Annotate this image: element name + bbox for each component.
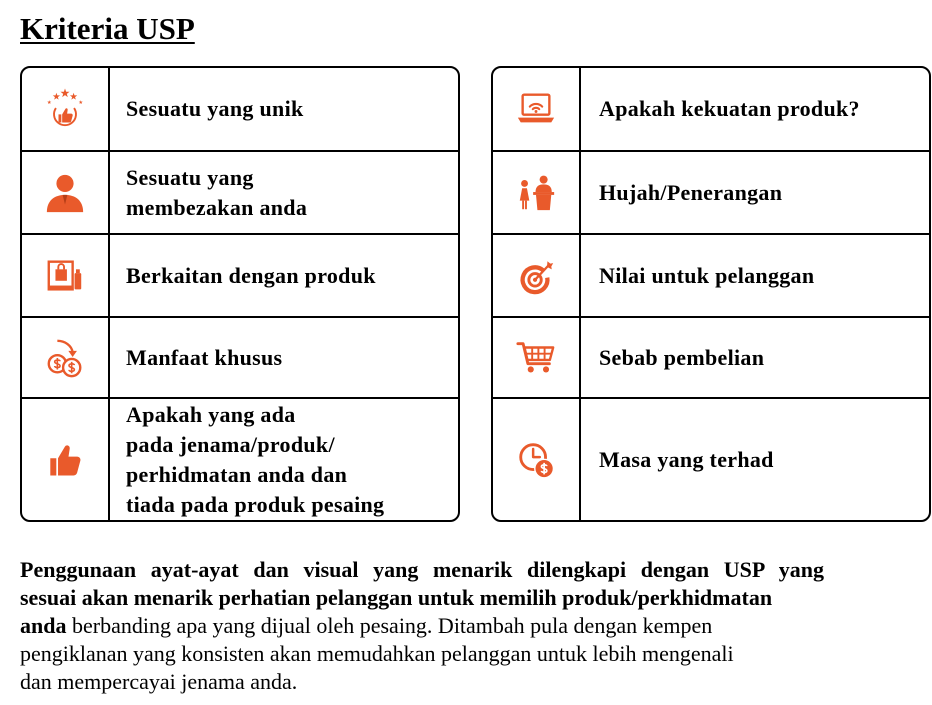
- criteria-label: Sesuatu yang: [126, 164, 254, 190]
- icon-cell: [22, 235, 110, 316]
- icon-cell: [493, 235, 581, 316]
- table-row: [493, 397, 929, 520]
- icon-cell: [22, 318, 110, 397]
- criteria-label: tiada pada produk pesaing: [126, 491, 385, 517]
- criteria-text-cell: [110, 68, 458, 150]
- criteria-label: Manfaat khusus: [126, 344, 283, 370]
- icon-cell: [22, 68, 110, 150]
- usp-description-paragraph: [20, 556, 824, 696]
- table-row: [22, 397, 458, 520]
- paragraph-regular-text: dan mempercayai jenama anda.: [20, 669, 298, 694]
- usp-criteria-table-left: [20, 66, 460, 522]
- icon-cell: [493, 152, 581, 233]
- criteria-text-cell: [581, 318, 929, 397]
- paragraph-line: [20, 612, 824, 640]
- thumbs-up-icon: [44, 439, 86, 481]
- criteria-label: Apakah yang ada: [126, 401, 296, 427]
- table-row: [493, 150, 929, 233]
- criteria-label: perhidmatan anda dan: [126, 461, 348, 487]
- criteria-text-cell: [110, 152, 458, 233]
- criteria-text-cell: [110, 399, 458, 520]
- criteria-label: Apakah kekuatan produk?: [599, 96, 860, 121]
- rating-stars-thumb-icon: [44, 88, 86, 130]
- criteria-label: Masa yang terhad: [599, 446, 774, 472]
- icon-cell: [493, 68, 581, 150]
- paragraph-line: [20, 668, 824, 696]
- table-row: [493, 316, 929, 397]
- usp-criteria-table-right: [491, 66, 931, 522]
- criteria-label: Sebab pembelian: [599, 344, 765, 370]
- criteria-text-cell: [581, 399, 929, 520]
- paragraph-bold-text: sesuai akan menarik perhatian pelanggan untuk memilih produk/perkhidmatan: [20, 585, 773, 610]
- paragraph-line: [20, 640, 824, 668]
- criteria-label: Sesuatu yang unik: [126, 96, 304, 121]
- criteria-text-cell: [581, 68, 929, 150]
- icon-cell: [22, 152, 110, 233]
- icon-cell: [493, 318, 581, 397]
- table-row: [22, 316, 458, 397]
- coins-icon: [44, 337, 86, 379]
- icon-cell: [493, 399, 581, 520]
- criteria-label: Nilai untuk pelanggan: [599, 262, 815, 288]
- paragraph-bold-text: Penggunaan ayat-ayat dan visual yang menarik dilengkapi dengan USP yang: [20, 557, 824, 582]
- presenter-podium-icon: [515, 172, 557, 214]
- laptop-wifi-icon: [515, 88, 557, 130]
- person-icon: [44, 172, 86, 214]
- paragraph-line: [20, 556, 824, 584]
- paragraph-regular-text: pengiklanan yang konsisten akan memudahkan pelanggan untuk lebih mengenali: [20, 641, 734, 666]
- paragraph-regular-text: berbanding apa yang dijual oleh pesaing. Ditambah pula dengan kempen: [66, 613, 713, 638]
- paragraph-bold-text: anda: [20, 613, 67, 638]
- table-row: [493, 233, 929, 316]
- criteria-label: pada jenama/produk/: [126, 431, 335, 457]
- table-row: [493, 68, 929, 150]
- criteria-text-cell: [581, 235, 929, 316]
- criteria-text-cell: [110, 235, 458, 316]
- table-row: [22, 150, 458, 233]
- target-icon: [515, 255, 557, 297]
- table-row: [22, 68, 458, 150]
- criteria-label: Berkaitan dengan produk: [126, 262, 376, 288]
- paragraph-line: [20, 584, 824, 612]
- icon-cell: [22, 399, 110, 520]
- criteria-label: membezakan anda: [126, 194, 308, 220]
- shopping-cart-icon: [515, 337, 557, 379]
- page-title: Kriteria USP: [20, 11, 195, 46]
- table-row: [22, 233, 458, 316]
- criteria-label: Hujah/Penerangan: [599, 179, 783, 205]
- clock-dollar-icon: [515, 439, 557, 481]
- product-box-icon: [44, 255, 86, 297]
- criteria-text-cell: [110, 318, 458, 397]
- criteria-text-cell: [581, 152, 929, 233]
